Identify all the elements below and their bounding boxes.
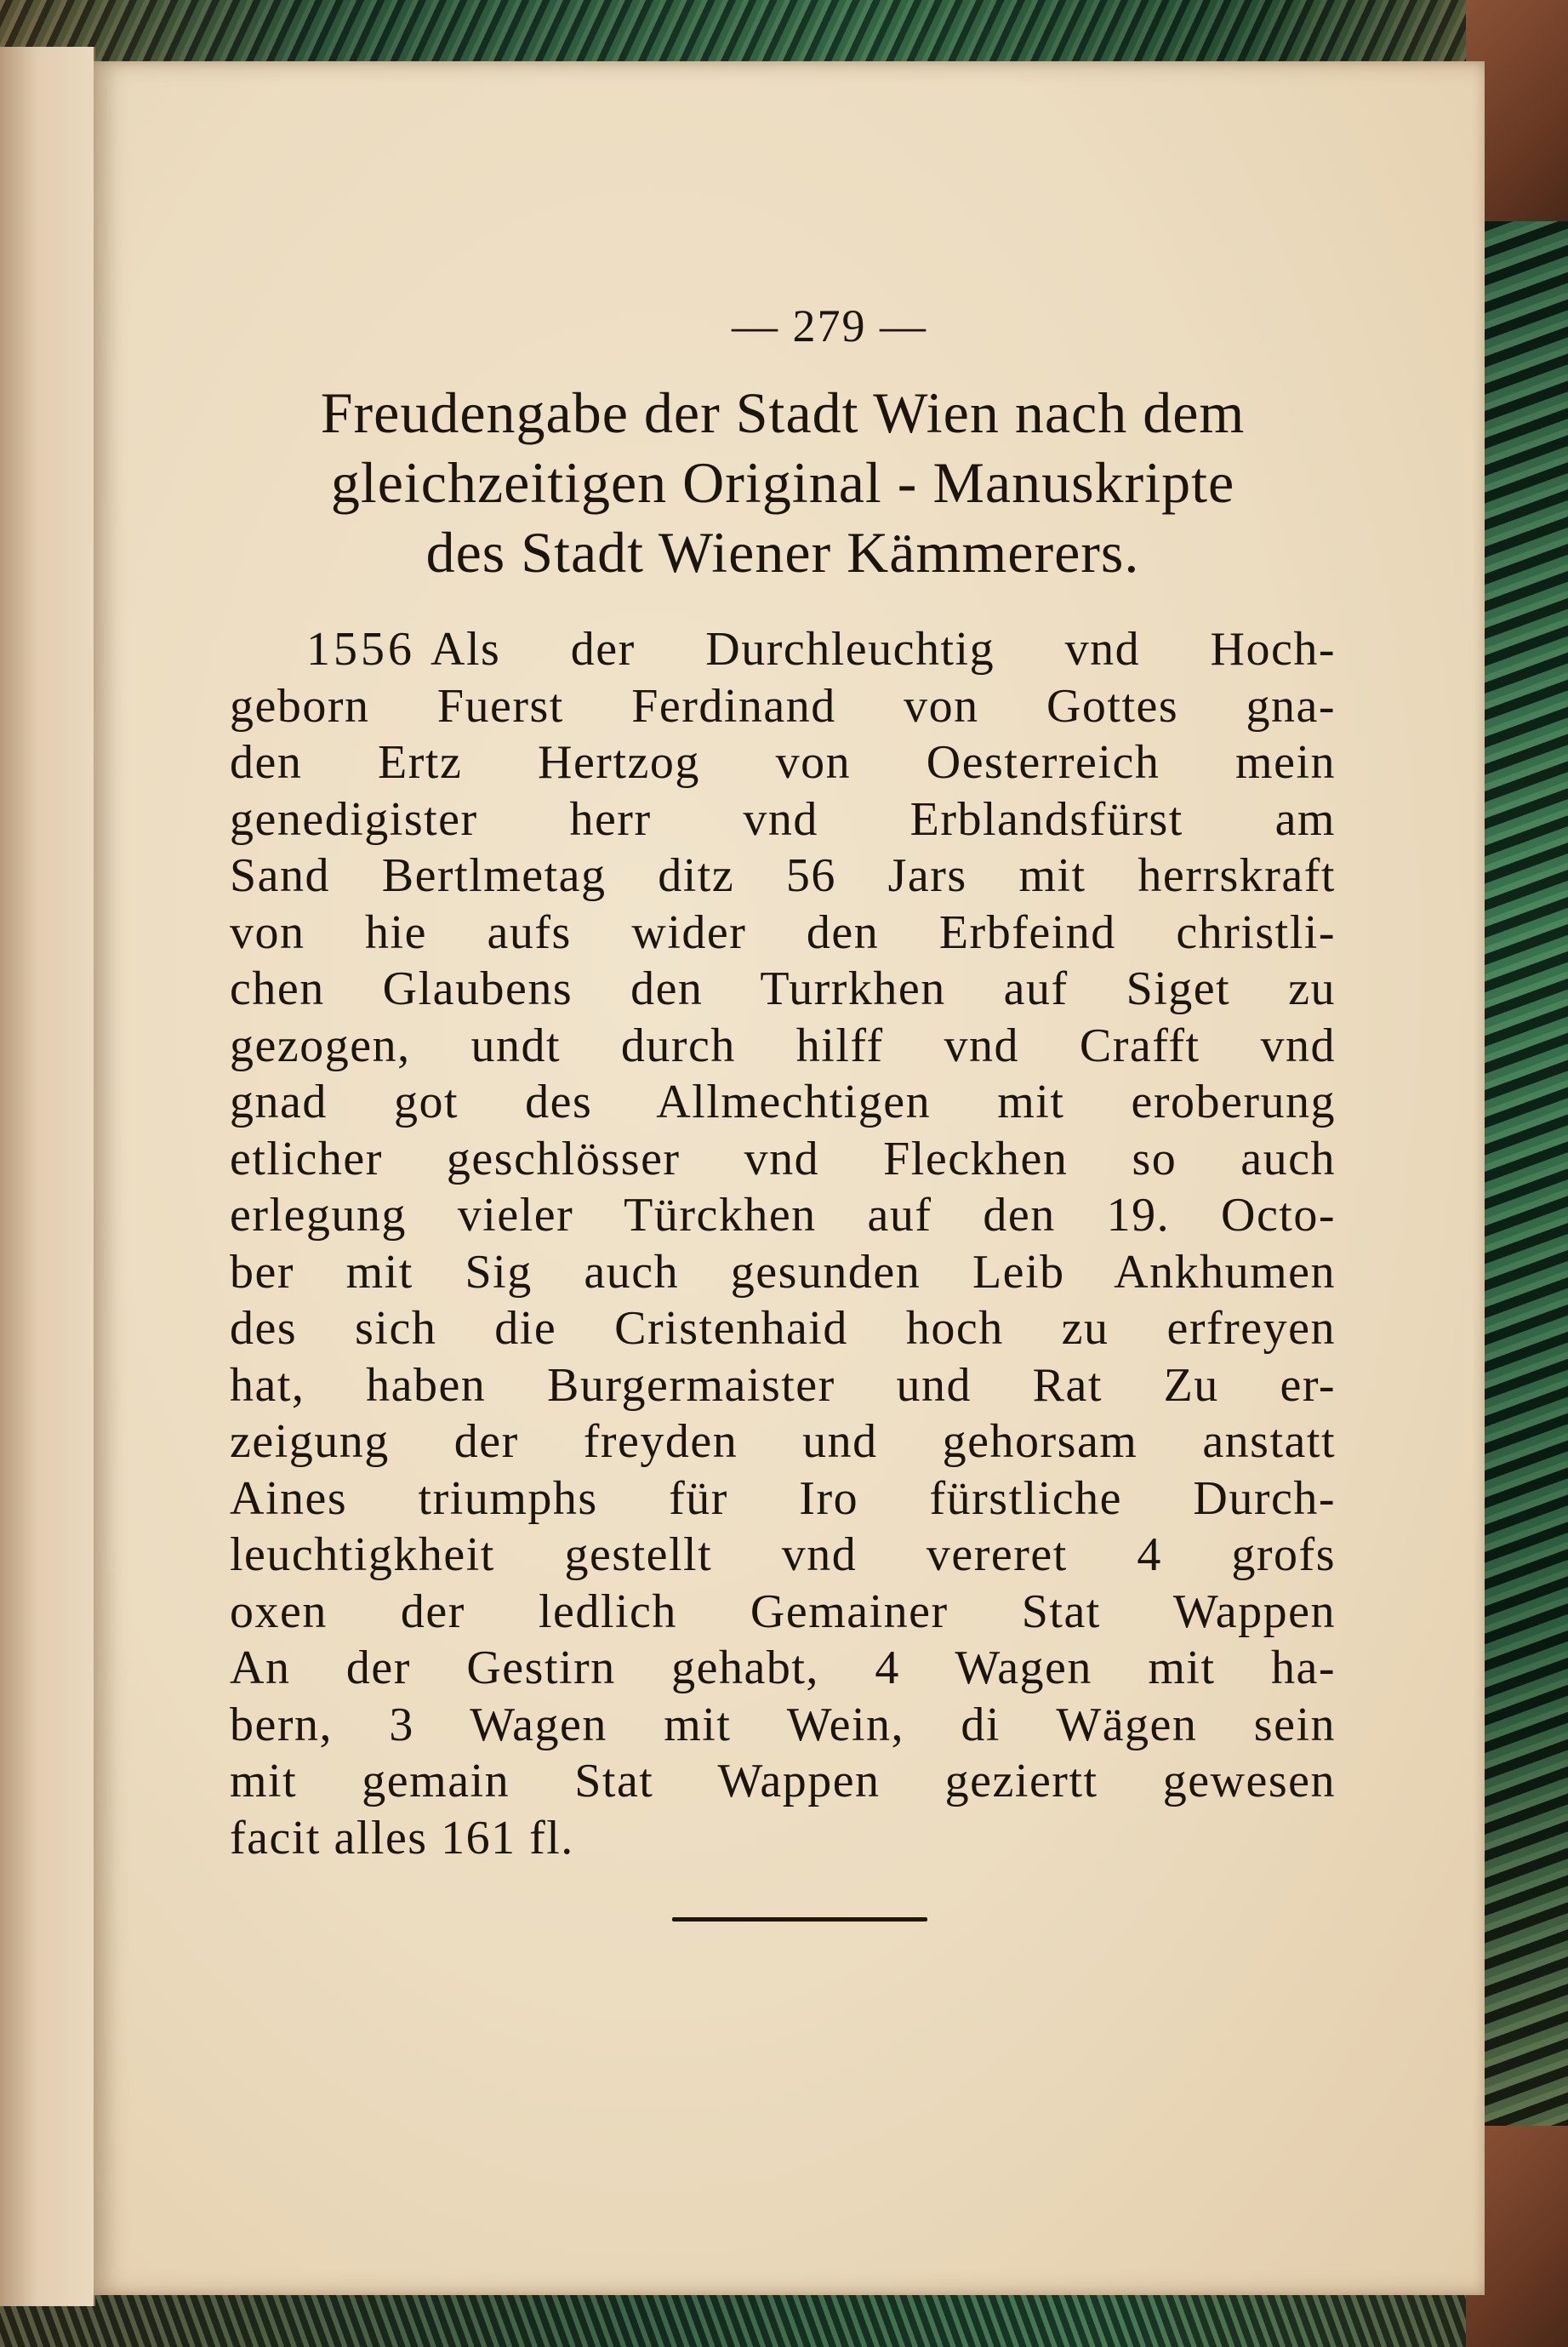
text-line: hat, haben Burgermaister und Rat Zu er- (230, 1358, 1336, 1412)
text-line (230, 621, 1336, 678)
text-line: Sand Bertlmetag ditz 56 Jars mit herrskraft (230, 849, 1336, 902)
title-line: Freudengabe der Stadt Wien nach dem (320, 380, 1246, 445)
text-line: genedigister herr vnd Erblandsfürst am (230, 792, 1336, 846)
text-line: chen Glaubens den Turrkhen auf Siget zu (230, 962, 1336, 1015)
text-line: gnad got des Allmechtigen mit eroberung (230, 1076, 1336, 1128)
book-page (94, 61, 1485, 2295)
page-number: — 279 — (732, 300, 927, 351)
year-label: 1556 (306, 623, 415, 676)
text-line: Aines triumphs für Iro fürstliche Durch- (230, 1471, 1336, 1525)
text-line: oxen der ledlich Gemainer Stat Wappen (230, 1585, 1336, 1638)
text-line: facit alles 161 fl. (230, 1811, 574, 1864)
text-line: leuchtigkheit gestellt vnd vereret 4 grofs (230, 1528, 1336, 1581)
text-line: etlicher geschlösser vnd Fleckhen so auch (230, 1132, 1336, 1185)
text-line-content: Als der Durchleuchtig vnd Hoch- (430, 623, 1336, 676)
previous-page-edge (0, 47, 95, 2306)
page-content (230, 300, 1336, 1922)
marbled-cover-bottom (0, 2287, 1568, 2347)
text-line: mit gemain Stat Wappen geziertt gewesen (230, 1755, 1336, 1807)
text-line: An der Gestirn gehabt, 4 Wagen mit ha- (230, 1642, 1336, 1694)
text-line: von hie aufs wider den Erbfeind christli- (230, 905, 1336, 959)
end-rule (672, 1917, 927, 1922)
text-line: erlegung vieler Türckhen auf den 19. Octo- (230, 1189, 1336, 1242)
text-line: ber mit Sig auch gesunden Leib Ankhumen (230, 1245, 1336, 1299)
text-line: den Ertz Hertzog von Oesterreich mein (230, 736, 1336, 789)
body-paragraph (230, 621, 1336, 1866)
text-line: geborn Fuerst Ferdinand von Gottes gna- (230, 679, 1336, 733)
title-line: gleichzeitigen Original - Manuskripte (330, 450, 1235, 515)
text-line: gezogen, undt durch hilff vnd Crafft vnd (230, 1019, 1336, 1072)
page-title (230, 378, 1336, 587)
text-line: des sich die Cristenhaid hoch zu erfreyen (230, 1302, 1336, 1355)
text-line: zeigung der freyden und gehorsam anstatt (230, 1415, 1336, 1468)
marbled-cover-right (1474, 0, 1568, 2347)
text-line: bern, 3 Wagen mit Wein, di Wägen sein (230, 1698, 1336, 1751)
title-line: des Stadt Wiener Kämmerers. (425, 520, 1140, 585)
